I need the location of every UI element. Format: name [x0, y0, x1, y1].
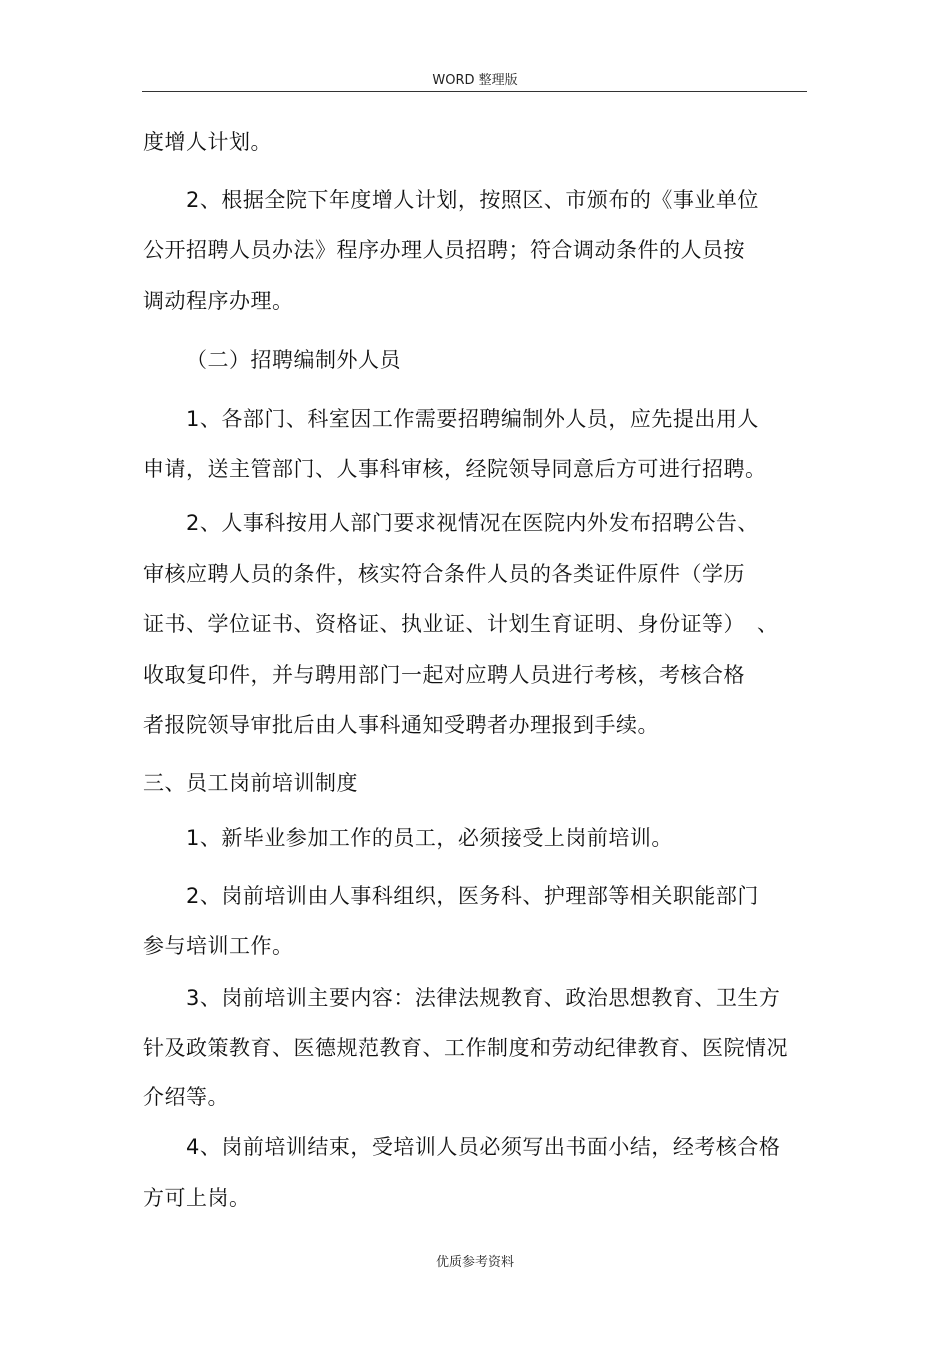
header-text: WORD 整理版	[432, 73, 518, 88]
text-line: 介绍等。	[143, 1085, 229, 1109]
text-line: 4、岗前培训结束，受培训人员必须写出书面小结，经考核合格	[186, 1135, 781, 1159]
text-line: 2、岗前培训由人事科组织，医务科、护理部等相关职能部门	[186, 884, 759, 908]
text-line: 参与培训工作。	[143, 934, 294, 958]
text-line: 方可上岗。	[143, 1186, 251, 1210]
section-heading: 三、员工岗前培训制度	[143, 771, 358, 795]
text-line: 1、各部门、科室因工作需要招聘编制外人员，应先提出用人	[186, 407, 759, 431]
text-line: 调动程序办理。	[143, 289, 294, 313]
text-line: 针及政策教育、医德规范教育、工作制度和劳动纪律教育、医院情况	[143, 1036, 788, 1060]
subsection-heading: （二）招聘编制外人员	[186, 348, 401, 372]
text-line: 2、人事科按用人部门要求视情况在医院内外发布招聘公告、	[186, 511, 759, 535]
page-footer: 优质参考资料	[435, 1255, 514, 1270]
text-line: 证书、学位证书、资格证、执业证、计划生育证明、身份证等）	[143, 612, 745, 636]
text-line: 3、岗前培训主要内容：法律法规教育、政治思想教育、卫生方	[186, 986, 781, 1010]
text-line: 收取复印件，并与聘用部门一起对应聘人员进行考核，考核合格	[143, 663, 745, 687]
text-line: 度增人计划。	[143, 130, 272, 154]
text-line: 、	[757, 612, 779, 636]
text-line: 2、根据全院下年度增人计划，按照区、市颁布的《事业单位	[186, 188, 759, 212]
text-line: 审核应聘人员的条件，核实符合条件人员的各类证件原件（学历	[143, 562, 745, 586]
text-line: 申请，送主管部门、人事科审核，经院领导同意后方可进行招聘。	[143, 457, 767, 481]
text-line: 者报院领导审批后由人事科通知受聘者办理报到手续。	[143, 713, 659, 737]
header-divider	[142, 91, 807, 92]
text-line: 公开招聘人员办法》程序办理人员招聘；符合调动条件的人员按	[143, 238, 745, 262]
text-line: 1、新毕业参加工作的员工，必须接受上岗前培训。	[186, 826, 673, 850]
